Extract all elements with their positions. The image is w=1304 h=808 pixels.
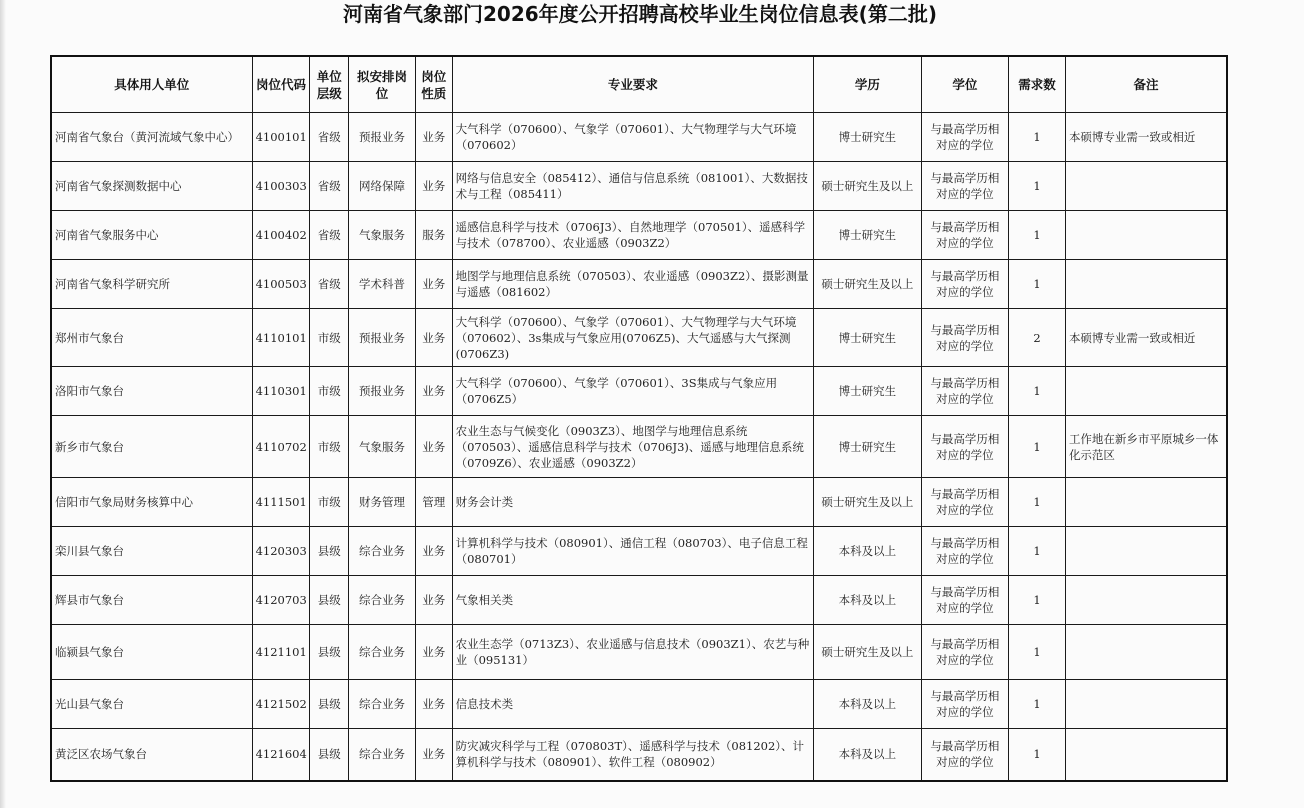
cell-arrangement: 预报业务 [349, 367, 416, 416]
cell-degree: 与最高学历相对应的学位 [921, 527, 1008, 576]
header-unit: 具体用人单位 [51, 56, 252, 113]
cell-education: 本科及以上 [814, 576, 922, 625]
cell-arrangement: 气象服务 [349, 211, 416, 260]
cell-code: 4100503 [252, 260, 310, 309]
cell-nature: 业务 [416, 416, 453, 478]
table-row [51, 680, 1227, 729]
cell-arrangement: 综合业务 [349, 625, 416, 680]
table-body [51, 113, 1227, 781]
table-row [51, 625, 1227, 680]
cell-major: 地图学与地理信息系统（070503）、农业遥感（0903Z2）、摄影测量与遥感（081602） [452, 260, 814, 309]
cell-remarks: 本硕博专业需一致或相近 [1065, 113, 1227, 162]
cell-degree: 与最高学历相对应的学位 [921, 260, 1008, 309]
header-code: 岗位代码 [252, 56, 310, 113]
cell-count: 1 [1009, 416, 1066, 478]
cell-code: 4120303 [252, 527, 310, 576]
cell-count: 1 [1009, 211, 1066, 260]
cell-degree: 与最高学历相对应的学位 [921, 576, 1008, 625]
table-row [51, 260, 1227, 309]
cell-remarks [1065, 211, 1227, 260]
cell-unit: 河南省气象台（黄河流域气象中心） [51, 113, 252, 162]
cell-remarks: 工作地在新乡市平原城乡一体化示范区 [1065, 416, 1227, 478]
cell-arrangement: 综合业务 [349, 576, 416, 625]
table-row [51, 527, 1227, 576]
cell-unit: 洛阳市气象台 [51, 367, 252, 416]
table-row [51, 729, 1227, 781]
cell-major: 大气科学（070600）、气象学（070601）、大气物理学与大气环境（070602）、3s集成与气象应用(0706Z5)、大气遥感与大气探测(0706Z3) [452, 309, 814, 367]
cell-education: 硕士研究生及以上 [814, 162, 922, 211]
cell-remarks [1065, 680, 1227, 729]
cell-arrangement: 气象服务 [349, 416, 416, 478]
cell-count: 2 [1009, 309, 1066, 367]
cell-arrangement: 预报业务 [349, 113, 416, 162]
table-row [51, 576, 1227, 625]
cell-education: 博士研究生 [814, 367, 922, 416]
cell-major: 财务会计类 [452, 478, 814, 527]
cell-nature: 业务 [416, 162, 453, 211]
header-remarks: 备注 [1065, 56, 1227, 113]
table-row [51, 162, 1227, 211]
table-header-row [51, 56, 1227, 113]
cell-education: 硕士研究生及以上 [814, 625, 922, 680]
cell-code: 4120703 [252, 576, 310, 625]
cell-arrangement: 综合业务 [349, 680, 416, 729]
cell-code: 4121502 [252, 680, 310, 729]
header-count: 需求数 [1009, 56, 1066, 113]
cell-major: 气象相关类 [452, 576, 814, 625]
cell-level: 县级 [310, 576, 349, 625]
cell-education: 硕士研究生及以上 [814, 478, 922, 527]
cell-arrangement: 网络保障 [349, 162, 416, 211]
cell-arrangement: 预报业务 [349, 309, 416, 367]
cell-level: 省级 [310, 162, 349, 211]
cell-degree: 与最高学历相对应的学位 [921, 680, 1008, 729]
cell-degree: 与最高学历相对应的学位 [921, 478, 1008, 527]
cell-major: 遥感信息科学与技术（0706J3）、自然地理学（070501）、遥感科学与技术（078700）、农业遥感（0903Z2） [452, 211, 814, 260]
cell-arrangement: 学术科普 [349, 260, 416, 309]
cell-unit: 辉县市气象台 [51, 576, 252, 625]
cell-degree: 与最高学历相对应的学位 [921, 625, 1008, 680]
cell-education: 博士研究生 [814, 113, 922, 162]
cell-count: 1 [1009, 625, 1066, 680]
cell-unit: 河南省气象服务中心 [51, 211, 252, 260]
header-nature: 岗位性质 [416, 56, 453, 113]
cell-degree: 与最高学历相对应的学位 [921, 113, 1008, 162]
cell-major: 网络与信息安全（085412）、通信与信息系统（081001）、大数据技术与工程（085411） [452, 162, 814, 211]
cell-degree: 与最高学历相对应的学位 [921, 367, 1008, 416]
cell-nature: 业务 [416, 260, 453, 309]
cell-unit: 临颍县气象台 [51, 625, 252, 680]
table-row [51, 478, 1227, 527]
cell-nature: 业务 [416, 680, 453, 729]
table-row [51, 113, 1227, 162]
cell-unit: 信阳市气象局财务核算中心 [51, 478, 252, 527]
cell-arrangement: 综合业务 [349, 729, 416, 781]
cell-education: 博士研究生 [814, 416, 922, 478]
cell-unit: 郑州市气象台 [51, 309, 252, 367]
cell-level: 县级 [310, 680, 349, 729]
header-major: 专业要求 [452, 56, 814, 113]
cell-code: 4111501 [252, 478, 310, 527]
cell-nature: 服务 [416, 211, 453, 260]
cell-code: 4121101 [252, 625, 310, 680]
cell-code: 4121604 [252, 729, 310, 781]
cell-count: 1 [1009, 162, 1066, 211]
cell-nature: 业务 [416, 527, 453, 576]
cell-count: 1 [1009, 113, 1066, 162]
cell-count: 1 [1009, 729, 1066, 781]
page-edge-shadow [0, 0, 6, 808]
header-level: 单位层级 [310, 56, 349, 113]
cell-arrangement: 综合业务 [349, 527, 416, 576]
cell-unit: 河南省气象探测数据中心 [51, 162, 252, 211]
cell-nature: 管理 [416, 478, 453, 527]
cell-code: 4100402 [252, 211, 310, 260]
cell-major: 大气科学（070600）、气象学（070601）、3S集成与气象应用（0706Z5） [452, 367, 814, 416]
cell-major: 信息技术类 [452, 680, 814, 729]
cell-nature: 业务 [416, 309, 453, 367]
cell-education: 本科及以上 [814, 729, 922, 781]
cell-nature: 业务 [416, 729, 453, 781]
cell-level: 省级 [310, 211, 349, 260]
cell-education: 本科及以上 [814, 680, 922, 729]
cell-education: 博士研究生 [814, 309, 922, 367]
cell-remarks [1065, 729, 1227, 781]
cell-unit: 黄泛区农场气象台 [51, 729, 252, 781]
cell-level: 省级 [310, 113, 349, 162]
cell-unit: 光山县气象台 [51, 680, 252, 729]
cell-count: 1 [1009, 680, 1066, 729]
table-row [51, 309, 1227, 367]
cell-unit: 新乡市气象台 [51, 416, 252, 478]
cell-nature: 业务 [416, 367, 453, 416]
cell-count: 1 [1009, 367, 1066, 416]
cell-remarks [1065, 625, 1227, 680]
cell-remarks [1065, 478, 1227, 527]
header-education: 学历 [814, 56, 922, 113]
cell-level: 县级 [310, 625, 349, 680]
cell-code: 4100303 [252, 162, 310, 211]
cell-code: 4100101 [252, 113, 310, 162]
positions-table [50, 55, 1228, 782]
cell-degree: 与最高学历相对应的学位 [921, 211, 1008, 260]
cell-education: 硕士研究生及以上 [814, 260, 922, 309]
cell-count: 1 [1009, 478, 1066, 527]
cell-major: 大气科学（070600）、气象学（070601）、大气物理学与大气环境（070602） [452, 113, 814, 162]
cell-remarks [1065, 576, 1227, 625]
cell-level: 市级 [310, 416, 349, 478]
cell-remarks [1065, 367, 1227, 416]
cell-remarks: 本硕博专业需一致或相近 [1065, 309, 1227, 367]
cell-count: 1 [1009, 527, 1066, 576]
cell-unit: 栾川县气象台 [51, 527, 252, 576]
cell-level: 市级 [310, 367, 349, 416]
cell-degree: 与最高学历相对应的学位 [921, 162, 1008, 211]
cell-major: 农业生态与气候变化（0903Z3）、地图学与地理信息系统（070503）、遥感信息科学与技术（0706J3)、遥感与地理信息系统（0709Z6）、农业遥感（0903Z2） [452, 416, 814, 478]
cell-major: 防灾减灾科学与工程（070803T）、遥感科学与技术（081202）、计算机科学与技术（080901）、软件工程（080902） [452, 729, 814, 781]
cell-major: 农业生态学（0713Z3）、农业遥感与信息技术（0903Z1）、农艺与种业（095131） [452, 625, 814, 680]
cell-degree: 与最高学历相对应的学位 [921, 416, 1008, 478]
cell-unit: 河南省气象科学研究所 [51, 260, 252, 309]
cell-nature: 业务 [416, 113, 453, 162]
cell-code: 4110101 [252, 309, 310, 367]
cell-count: 1 [1009, 576, 1066, 625]
cell-arrangement: 财务管理 [349, 478, 416, 527]
document-title: 河南省气象部门2026年度公开招聘高校毕业生岗位信息表(第二批) [343, 2, 937, 26]
cell-remarks [1065, 162, 1227, 211]
header-arrangement: 拟安排岗位 [349, 56, 416, 113]
cell-remarks [1065, 527, 1227, 576]
cell-code: 4110301 [252, 367, 310, 416]
cell-nature: 业务 [416, 625, 453, 680]
cell-degree: 与最高学历相对应的学位 [921, 309, 1008, 367]
cell-level: 县级 [310, 729, 349, 781]
table-row [51, 416, 1227, 478]
cell-remarks [1065, 260, 1227, 309]
cell-education: 博士研究生 [814, 211, 922, 260]
cell-major: 计算机科学与技术（080901）、通信工程（080703）、电子信息工程（080701） [452, 527, 814, 576]
table-row [51, 367, 1227, 416]
cell-level: 市级 [310, 478, 349, 527]
cell-level: 省级 [310, 260, 349, 309]
cell-code: 4110702 [252, 416, 310, 478]
cell-count: 1 [1009, 260, 1066, 309]
cell-nature: 业务 [416, 576, 453, 625]
cell-level: 市级 [310, 309, 349, 367]
table-row [51, 211, 1227, 260]
header-degree: 学位 [921, 56, 1008, 113]
cell-degree: 与最高学历相对应的学位 [921, 729, 1008, 781]
cell-level: 县级 [310, 527, 349, 576]
cell-education: 本科及以上 [814, 527, 922, 576]
